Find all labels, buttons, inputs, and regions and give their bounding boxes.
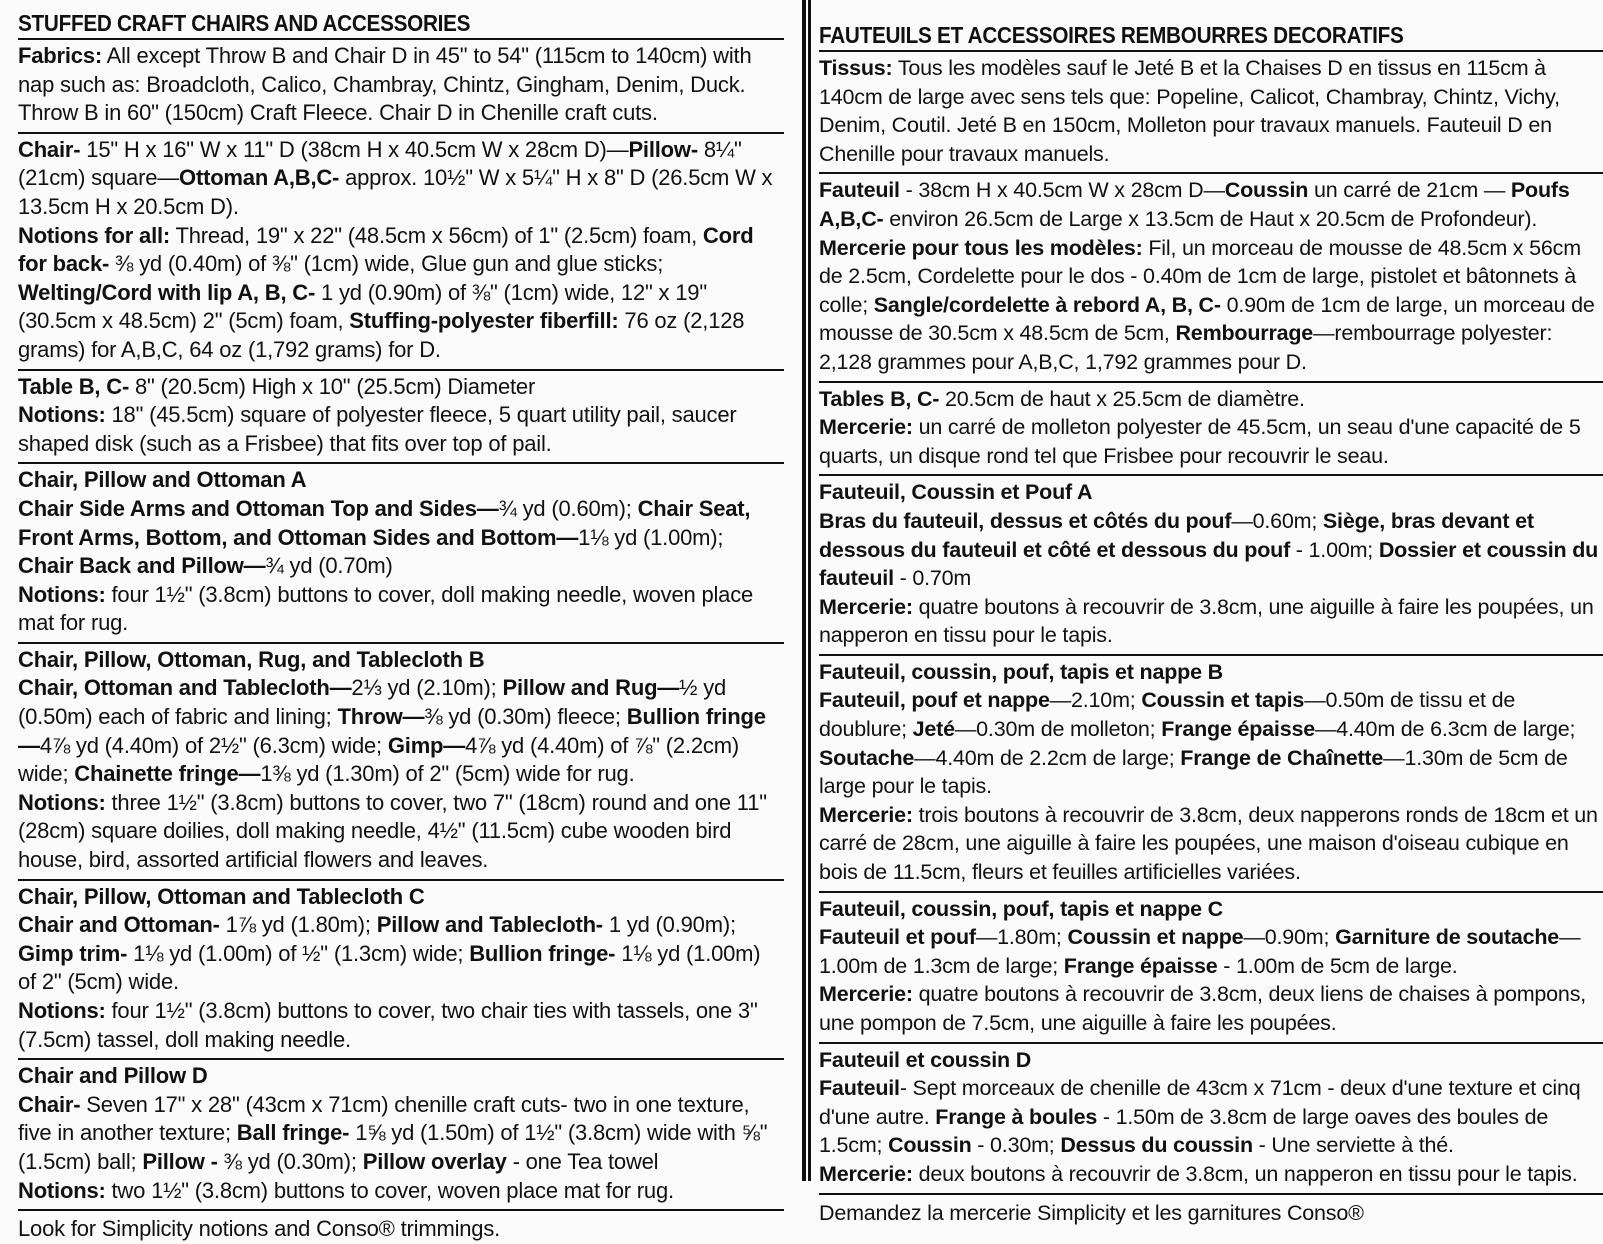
body-text: ⅜ yd (0.30m) fleece; xyxy=(424,704,627,730)
right-section xyxy=(819,654,1603,891)
body-text: ½ yd (0.50m) each of fabric and lining; xyxy=(18,675,727,730)
body-text: two 1½" (3.8cm) buttons to cover, woven place mat for rug. xyxy=(105,1177,674,1203)
bold-label: Throw— xyxy=(337,704,425,730)
body-text: 1⅛ yd (1.00m) of ½" (1.3cm) wide; xyxy=(127,940,470,966)
body-text: un carré de 21cm — xyxy=(1308,178,1511,203)
body-text: —0.90m; xyxy=(1243,925,1336,950)
body-text: 4⅞ yd (4.40m) of ⅞" (2.2cm) wide; xyxy=(18,732,739,787)
right-section xyxy=(819,50,1603,172)
body-text: —1.80m; xyxy=(975,925,1068,950)
bold-label: Mercerie: xyxy=(819,982,913,1007)
bold-label: Fauteuil xyxy=(819,178,900,203)
body-text: ¾ yd (0.70m) xyxy=(265,553,393,579)
left-paragraph xyxy=(18,997,784,1054)
body-text: 1⅝ yd (1.50m) of 1½" (3.8cm) wide with ⅝" (1.5cm) ball; xyxy=(18,1120,768,1174)
right-section xyxy=(819,1042,1603,1193)
right-paragraph xyxy=(819,923,1603,980)
body-text: 15" H x 16" W x 11" D (38cm H x 40.5cm W x 28cm D)— xyxy=(80,136,629,162)
bold-label: Chair, Pillow and Ottoman A xyxy=(18,467,307,493)
bold-label: Chair- xyxy=(18,1091,81,1117)
body-text: four 1½" (3.8cm) buttons to cover, two chair ties with tassels, one 3" (7.5cm) tassel, doll making needle. xyxy=(18,998,758,1052)
right-paragraph xyxy=(819,895,1603,924)
body-text: 1 yd (0.90m); xyxy=(602,912,736,938)
bold-label: Fauteuil et pouf xyxy=(819,925,976,950)
body-text: three 1½" (3.8cm) buttons to cover, two 7" (18cm) round and one 11" (28cm) square doilies, doll making needle, 4½" (11.5cm) cube wooden bird house, bird, assorted artificial flowers and leaves. xyxy=(18,789,767,873)
body-text: Fil, un morceau de mousse de 48.5cm x 56cm de 2.5cm, Cordelette pour le dos - 0.40m de 1cm de large, pistolet et bâtonnets à colle; xyxy=(819,235,1581,317)
body-text: —0.50m de tissu et de doublure; xyxy=(819,688,1516,742)
bold-label: Frange épaisse xyxy=(1161,717,1315,742)
bold-label: Notions: xyxy=(18,581,106,607)
bold-label: Fauteuil, coussin, pouf, tapis et nappe B xyxy=(819,659,1223,684)
french-title: FAUTEUILS ET ACCESSOIRES REMBOURRES DECORATIFS xyxy=(819,22,1404,48)
bold-label: Coussin xyxy=(888,1133,972,1158)
right-paragraph xyxy=(819,413,1603,470)
body-text: —rembourrage polyester: 2,128 grammes pour A,B,C, 1,792 grammes pour D. xyxy=(819,321,1553,374)
left-section xyxy=(18,462,784,642)
body-text: —4.40m de 2.2cm de large; xyxy=(914,745,1181,770)
bold-label: Pillow- xyxy=(628,136,698,162)
left-paragraph xyxy=(18,401,784,458)
body-text: - Une serviette à thé. xyxy=(1252,1133,1454,1158)
bold-label: Chair Back and Pillow— xyxy=(18,553,266,579)
body-text: Seven 17" x 28" (43cm x 71cm) chenille craft cuts- two in one texture, five in another texture; xyxy=(18,1091,750,1146)
body-text: ¾ yd (0.60m); xyxy=(498,495,638,521)
left-paragraph xyxy=(18,222,784,365)
bold-label: Tissus: xyxy=(819,56,893,80)
bold-label: Garniture de soutache xyxy=(1335,925,1560,950)
body-text: - 0.70m xyxy=(893,566,972,591)
bold-label: Jeté xyxy=(912,717,955,742)
bold-label: Frange de Chaînette xyxy=(1180,745,1384,770)
bold-label: Bullion fringe— xyxy=(18,704,766,758)
bold-label: Notions: xyxy=(18,1177,106,1203)
english-footer xyxy=(18,1209,784,1244)
french-footer-text: Demandez la mercerie Simplicity et les garnitures Conso® xyxy=(819,1200,1364,1225)
bold-label: Notions: xyxy=(18,998,106,1023)
bold-label: Chair, Pillow, Ottoman, Rug, and Tablecloth B xyxy=(18,646,485,672)
bold-label: Cord for back- xyxy=(18,222,754,277)
right-paragraph xyxy=(819,507,1603,593)
bold-label: Pillow overlay xyxy=(362,1148,507,1174)
bold-label: Sangle/cordelette à rebord A, B, C- xyxy=(873,292,1221,317)
body-text: 0.90m de 1cm de large, un morceau de mousse de 30.5cm x 48.5cm de 5cm, xyxy=(819,292,1595,346)
bold-label: Bullion fringe- xyxy=(469,940,616,966)
bold-label: Mercerie: xyxy=(819,1161,913,1186)
right-paragraph xyxy=(819,1074,1603,1160)
bold-label: Fauteuil, Coussin et Pouf A xyxy=(819,480,1093,505)
body-text: —1.00m de 1.3cm de large; xyxy=(819,925,1581,978)
body-text: 76 oz (2,128 grams) for A,B,C, 64 oz (1,792 grams) for D. xyxy=(18,308,745,362)
right-section xyxy=(819,381,1603,475)
right-paragraph xyxy=(819,1046,1603,1075)
body-text: 1 yd (0.90m) of ⅜" (1cm) wide, 12" x 19" (30.5cm x 48.5cm) 2" (5cm) foam, xyxy=(18,279,707,334)
french-sections xyxy=(819,50,1603,1193)
body-text: - 0.30m; xyxy=(971,1133,1061,1158)
bold-label: Pillow and Rug— xyxy=(502,675,680,701)
body-text: 8¼" (21cm) square— xyxy=(18,136,742,191)
body-text: quatre boutons à recouvrir de 3.8cm, deux liens de chaises à pompons, une pompon de 7.5cm, une aiguille à faire les poupées. xyxy=(819,982,1587,1035)
left-paragraph xyxy=(18,373,784,402)
left-paragraph xyxy=(18,581,784,638)
body-text: quatre boutons à recouvrir de 3.8cm, une aiguille à faire les poupées, un napperon en tissu pour le tapis. xyxy=(819,594,1594,648)
bold-label: Gimp trim- xyxy=(18,940,128,966)
body-text: 8" (20.5cm) High x 10" (25.5cm) Diameter xyxy=(129,373,536,399)
bold-label: Table B, C- xyxy=(18,373,130,399)
bold-label: Fauteuil xyxy=(819,1076,900,1101)
bold-label: Siège, bras devant et dessous du fauteuil et côté et dessous du pouf xyxy=(819,508,1534,562)
bold-label: Ball fringe- xyxy=(236,1120,350,1146)
body-text: —2.10m; xyxy=(1049,688,1142,713)
body-text: —4.40m de 6.3cm de large; xyxy=(1314,717,1576,742)
body-text: - 1.00m; xyxy=(1290,537,1379,562)
left-paragraph xyxy=(18,1062,784,1091)
right-paragraph xyxy=(819,658,1603,687)
bold-label: Pillow - xyxy=(142,1148,218,1174)
left-paragraph xyxy=(18,789,784,875)
right-section xyxy=(819,172,1603,380)
bold-label: Mercerie: xyxy=(819,594,913,619)
bold-label: Mercerie pour tous les modèles: xyxy=(819,235,1143,260)
right-paragraph xyxy=(819,54,1603,168)
left-section xyxy=(18,38,784,132)
bold-label: Coussin et tapis xyxy=(1141,688,1305,713)
body-text: four 1½" (3.8cm) buttons to cover, doll making needle, woven place mat for rug. xyxy=(18,581,754,636)
left-paragraph xyxy=(18,911,784,997)
english-title: STUFFED CRAFT CHAIRS AND ACCESSORIES xyxy=(18,10,471,36)
left-paragraph xyxy=(18,136,784,222)
left-paragraph xyxy=(18,674,784,788)
left-paragraph xyxy=(18,495,784,581)
body-text: - Sept morceaux de chenille de 43cm x 71cm - deux d'une texture et cinq d'une autre. xyxy=(819,1076,1581,1129)
body-text: —0.60m; xyxy=(1231,508,1323,533)
left-section xyxy=(18,369,784,463)
bold-label: Dessus du coussin xyxy=(1060,1133,1253,1158)
left-section xyxy=(18,879,784,1059)
bold-label: Frange à boules xyxy=(935,1104,1098,1129)
body-text: environ 26.5cm de Large x 13.5cm de Haut x 20.5cm de Profondeur). xyxy=(883,206,1538,231)
body-text: - 38cm H x 40.5cm W x 28cm D— xyxy=(899,178,1225,203)
bold-label: Frange épaisse xyxy=(1063,953,1218,978)
left-section xyxy=(18,642,784,879)
right-paragraph xyxy=(819,234,1603,377)
bold-label: Bras du fauteuil, dessus et côtés du pouf xyxy=(819,508,1232,533)
bold-label: Poufs A,B,C- xyxy=(819,178,1570,231)
bold-label: Fabrics: xyxy=(18,43,102,68)
left-paragraph xyxy=(18,883,784,912)
body-text: - 1.50m de 3.8cm de large oaves des boules de 1.5cm; xyxy=(819,1104,1549,1158)
bold-label: Mercerie: xyxy=(819,415,913,440)
right-section xyxy=(819,474,1603,654)
bold-label: Welting/Cord with lip A, B, C- xyxy=(18,279,316,305)
english-sections xyxy=(18,38,784,1209)
body-text: —1.30m de 5cm de large pour le tapis. xyxy=(819,745,1568,799)
body-text: Tous les modèles sauf le Jeté B et la Chaises D en tissus en 115cm à 140cm de large avec sens tels que: Popeline, Calicot, Chambray, Chintz, Vichy, Denim, Coutil. Jeté B en 150cm, Molleton pour travaux manuels. Fauteuil D en Chenille pour travaux manuels. xyxy=(819,56,1560,166)
body-text: deux boutons à recouvrir de 3.8cm, un napperon en tissu pour le tapis. xyxy=(912,1161,1578,1186)
bold-label: Stuffing-polyester fiberfill: xyxy=(349,308,619,334)
left-paragraph xyxy=(18,1177,784,1206)
body-text: - 1.00m de 5cm de large. xyxy=(1217,953,1458,978)
body-text: approx. 10½" W x 5¼" H x 8" D (26.5cm W x 13.5cm H x 20.5cm D). xyxy=(18,165,773,219)
right-paragraph xyxy=(819,593,1603,650)
body-text: 2⅓ yd (2.10m); xyxy=(351,675,503,701)
right-paragraph xyxy=(819,1160,1603,1189)
right-paragraph xyxy=(819,686,1603,800)
bold-label: Chair and Pillow D xyxy=(18,1063,208,1089)
bold-label: Rembourrage xyxy=(1175,321,1314,346)
french-column xyxy=(808,0,1603,1225)
bold-label: Chair Side Arms and Ottoman Top and Sides— xyxy=(18,495,499,521)
body-text: 1⅛ yd (1.00m); xyxy=(578,524,724,550)
left-paragraph xyxy=(18,646,784,675)
bold-label: Tables B, C- xyxy=(819,386,940,411)
right-paragraph xyxy=(819,801,1603,887)
bold-label: Coussin et nappe xyxy=(1067,925,1244,950)
bold-label: Chair, Ottoman and Tablecloth— xyxy=(18,675,352,701)
bold-label: Mercerie: xyxy=(819,802,913,827)
bold-label: Dossier et coussin du fauteuil xyxy=(819,537,1599,591)
bold-label: Gimp— xyxy=(387,732,466,758)
body-text: ⅜ yd (0.40m) of ⅜" (1cm) wide, Glue gun and glue sticks; xyxy=(109,251,664,277)
left-paragraph xyxy=(18,466,784,495)
body-text: trois boutons à recouvrir de 3.8cm, deux napperons ronds de 18cm et un carré de 28cm, une aiguille à faire les poupées, une maison d'oiseau cubique en bois de 11.5cm, fleurs et feuilles artificielles variées. xyxy=(819,802,1598,885)
body-text: —0.30m de molleton; xyxy=(954,717,1162,742)
body-text: 1⅛ yd (1.00m) of 2" (5cm) wide. xyxy=(18,940,761,995)
right-paragraph xyxy=(819,478,1603,507)
english-footer-text: Look for Simplicity notions and Conso® trimmings. xyxy=(18,1216,501,1242)
bold-label: Soutache xyxy=(819,745,915,770)
bold-label: Fauteuil et coussin D xyxy=(819,1047,1032,1072)
left-section xyxy=(18,132,784,369)
body-text: 1⅜ yd (1.30m) of 2" (5cm) wide for rug. xyxy=(260,761,635,787)
right-section xyxy=(819,891,1603,1042)
body-text: 4⅞ yd (4.40m) of 2½" (6.3cm) wide; xyxy=(39,732,388,758)
body-text: 1⅞ yd (1.80m); xyxy=(219,912,377,938)
bold-label: Notions: xyxy=(18,789,106,815)
right-paragraph xyxy=(819,385,1603,414)
left-paragraph xyxy=(18,42,784,128)
bold-label: Coussin xyxy=(1224,178,1309,203)
right-paragraph xyxy=(819,980,1603,1037)
bold-label: Notions for all: xyxy=(18,222,171,248)
bold-label: Chair- xyxy=(18,136,81,162)
french-footer xyxy=(819,1193,1603,1228)
bold-label: Chair, Pillow, Ottoman and Tablecloth C xyxy=(18,883,425,909)
body-text: All except Throw B and Chair D in 45" to 54" (115cm to 140cm) with nap such as: Broadcloth, Calico, Chambray, Chintz, Gingham, Denim, Duck. Throw B in 60" (150cm) Craft Fleece. Chair D in Chenille craft cuts. xyxy=(18,43,752,126)
bold-label: Chair and Ottoman- xyxy=(18,912,220,938)
left-section xyxy=(18,1058,784,1209)
left-paragraph xyxy=(18,1091,784,1177)
body-text: Thread, 19" x 22" (48.5cm x 56cm) of 1" (2.5cm) foam, xyxy=(170,222,703,248)
bold-label: Fauteuil, pouf et nappe xyxy=(819,688,1050,713)
bold-label: Chainette fringe— xyxy=(74,761,261,787)
body-text: ⅜ yd (0.30m); xyxy=(217,1148,363,1174)
body-text: - one Tea towel xyxy=(506,1148,659,1174)
bold-label: Ottoman A,B,C- xyxy=(179,165,340,191)
body-text: un carré de molleton polyester de 45.5cm, un seau d'une capacité de 5 quarts, un disque rond tel que Frisbee pour recouvrir le seau. xyxy=(819,415,1581,468)
bold-label: Pillow and Tablecloth- xyxy=(376,912,603,938)
body-text: 18" (45.5cm) square of polyester fleece, 5 quart utility pail, saucer shaped disk (such as a Frisbee) that fits over top of pail. xyxy=(18,402,737,456)
right-paragraph xyxy=(819,176,1603,233)
bold-label: Fauteuil, coussin, pouf, tapis et nappe C xyxy=(819,896,1223,921)
body-text: 20.5cm de haut x 25.5cm de diamètre. xyxy=(939,386,1305,411)
bold-label: Notions: xyxy=(18,402,106,428)
bold-label: Chair Seat, Front Arms, Bottom, and Ottoman Sides and Bottom— xyxy=(18,495,751,550)
